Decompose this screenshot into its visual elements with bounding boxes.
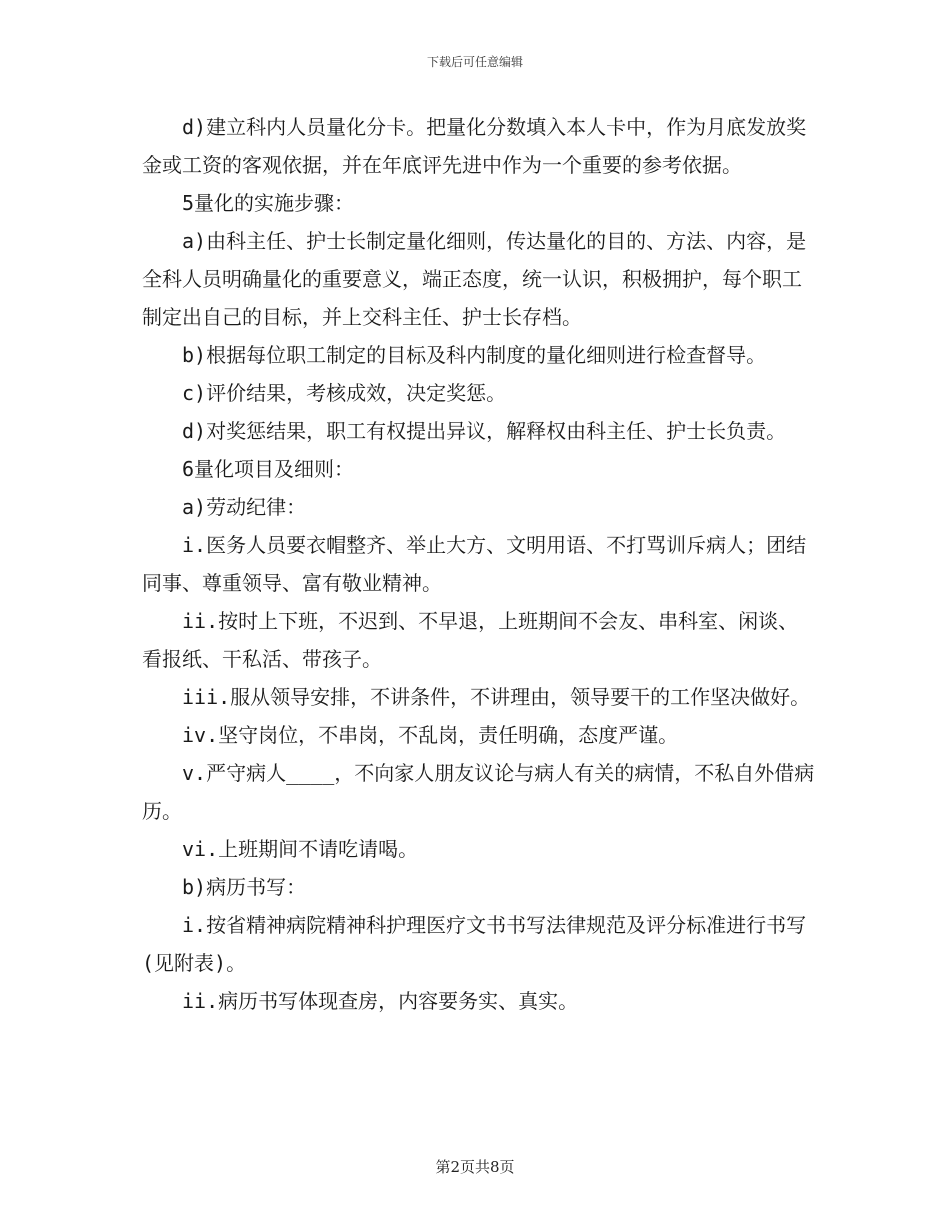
document-body — [142, 108, 818, 1020]
list-item: vi.上班期间不请吃请喝。 — [182, 837, 419, 861]
list-item: ii.按时上下班，不迟到、不早退，上班期间不会友、串科室、闲谈、看报纸、干私活、带孩子。 — [142, 609, 799, 671]
list-item: v.严守病人____，不向家人朋友议论与病人有关的病情，不私自外借病历。 — [142, 761, 815, 823]
section-heading: 6量化项目及细则： — [182, 457, 355, 481]
paragraph: d)对奖惩结果，职工有权提出异议，解释权由科主任、护士长负责。 — [182, 419, 787, 443]
page-footer: 第2页共8页 — [435, 1158, 515, 1176]
paragraph: a)由科主任、护士长制定量化细则，传达量化的目的、方法、内容，是全科人员明确量化的重要意义，端正态度，统一认识，积极拥护，每个职工制定出自己的目标，并上交科主任、护士长存档。 — [142, 229, 807, 329]
paragraph: b)根据每位职工制定的目标及科内制度的量化细则进行检查督导。 — [182, 343, 767, 367]
subsection-heading: b)病历书写： — [182, 875, 307, 899]
list-item: ii.病历书写体现查房，内容要务实、真实。 — [182, 989, 579, 1013]
paragraph: c)评价结果，考核成效，决定奖惩。 — [182, 381, 507, 405]
list-item: iv.坚守岗位，不串岗，不乱岗，责任明确，态度严谨。 — [182, 723, 679, 747]
list-item: iii.服从领导安排，不讲条件，不讲理由，领导要干的工作坚决做好。 — [182, 685, 811, 709]
page-header: 下载后可任意编辑 — [426, 55, 523, 69]
subsection-heading: a)劳动纪律： — [182, 495, 307, 519]
section-heading: 5量化的实施步骤： — [182, 191, 355, 215]
paragraph: d)建立科内人员量化分卡。把量化分数填入本人卡中，作为月底发放奖金或工资的客观依据，并在年底评先进中作为一个重要的参考依据。 — [142, 115, 807, 177]
list-item: i.医务人员要衣帽整齐、举止大方、文明用语、不打骂训斥病人；团结同事、尊重领导、富有敬业精神。 — [142, 533, 807, 595]
list-item: i.按省精神病院精神科护理医疗文书书写法律规范及评分标准进行书写(见附表)。 — [142, 913, 807, 975]
